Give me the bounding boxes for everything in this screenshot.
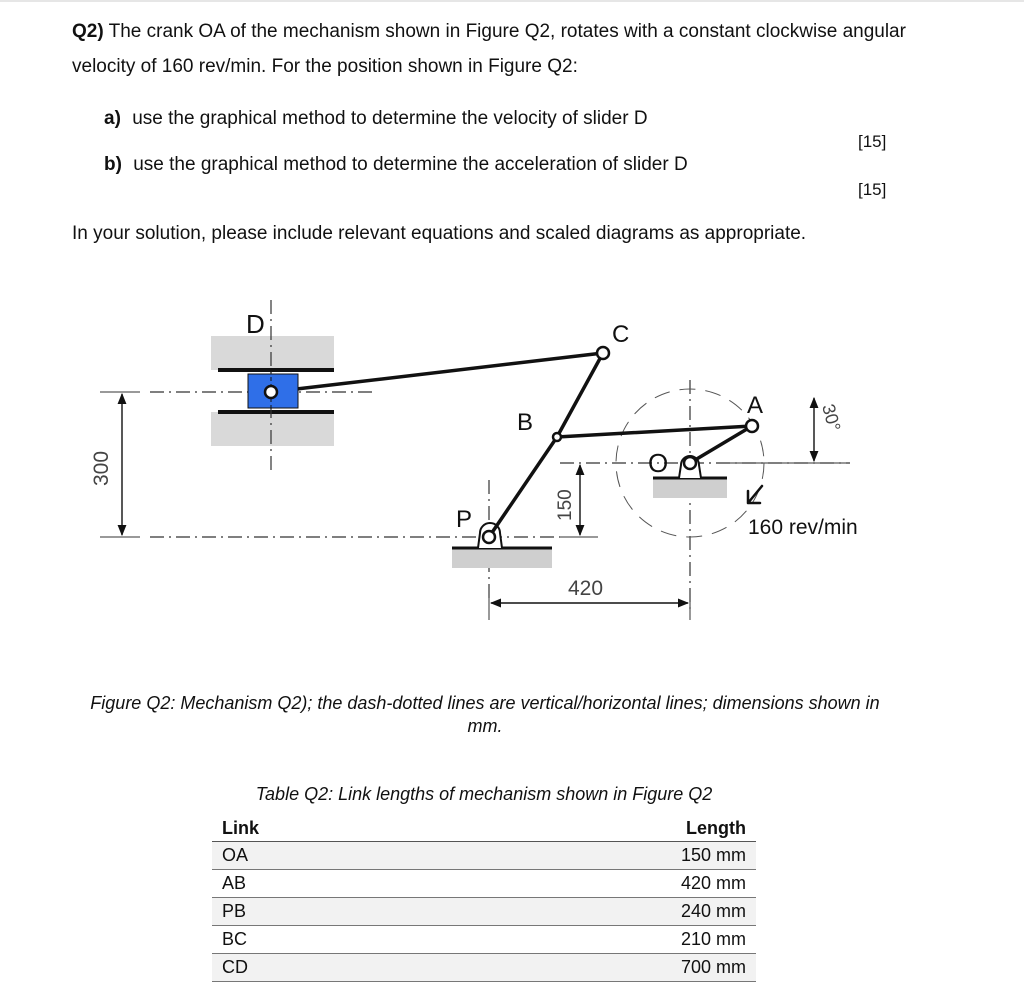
mechanism-figure	[0, 280, 1024, 640]
table-caption: Table Q2: Link lengths of mechanism shown in Figure Q2	[255, 784, 713, 804]
header-length: Length	[430, 816, 756, 842]
table-row	[212, 842, 756, 870]
part-b-letter: b)	[104, 154, 122, 175]
label-p: P	[456, 506, 473, 533]
table-row	[212, 954, 756, 982]
dimension-150: 150	[555, 489, 576, 521]
speed-label: 160 rev/min	[748, 516, 858, 539]
joints	[265, 347, 758, 543]
link-oa	[690, 426, 752, 463]
cell-link: CD	[212, 954, 430, 982]
part-b-marks: [15]	[858, 180, 887, 199]
joint-a	[746, 420, 758, 432]
joint-d	[265, 386, 277, 398]
cell-length: 150 mm	[430, 842, 756, 870]
joint-b	[553, 433, 561, 441]
cell-link: PB	[212, 898, 430, 926]
cell-length: 210 mm	[430, 926, 756, 954]
joint-o	[684, 457, 696, 469]
lower-guide	[211, 412, 334, 446]
cell-link: AB	[212, 870, 430, 898]
part-a-text: use the graphical method to determine the velocity of slider D	[132, 108, 648, 129]
link-lengths-table	[212, 816, 756, 982]
question-number: Q2)	[72, 21, 104, 42]
part-a-letter: a)	[104, 108, 121, 129]
label-b: B	[517, 409, 534, 436]
cell-link: BC	[212, 926, 430, 954]
cell-length: 240 mm	[430, 898, 756, 926]
joint-p	[483, 531, 495, 543]
top-divider	[0, 0, 1024, 2]
link-ab	[557, 426, 752, 437]
part-a	[104, 108, 648, 130]
figure-caption: Figure Q2: Mechanism Q2); the dash-dotted lines are vertical/horizontal lines; dimensions shown in mm.	[90, 693, 880, 736]
link-bc	[557, 353, 603, 437]
dimension-300: 300	[90, 450, 113, 486]
link-pb	[489, 437, 557, 537]
table-row	[212, 898, 756, 926]
part-a-marks: [15]	[858, 132, 887, 151]
table-row	[212, 870, 756, 898]
header-link: Link	[212, 816, 430, 842]
joint-c	[597, 347, 609, 359]
ground-o	[653, 478, 727, 498]
upper-guide	[211, 336, 334, 370]
label-d: D	[246, 309, 265, 339]
question-text: The crank OA of the mechanism shown in Figure Q2, rotates with a constant clockwise angular velocity of 160 rev/min. For the position shown in Figure Q2:	[72, 21, 906, 77]
cell-length: 700 mm	[430, 954, 756, 982]
ground-p	[452, 548, 552, 568]
part-b	[104, 154, 688, 176]
dimension-420: 420	[568, 577, 604, 600]
label-a: A	[747, 392, 764, 419]
part-b-text: use the graphical method to determine the acceleration of slider D	[133, 154, 688, 175]
table-row	[212, 926, 756, 954]
rotation-arrow-icon	[748, 486, 762, 503]
cell-length: 420 mm	[430, 870, 756, 898]
links	[271, 353, 752, 537]
label-c: C	[612, 321, 630, 348]
label-o: O	[648, 448, 669, 478]
dimension-angle: 30°	[818, 401, 845, 434]
cell-link: OA	[212, 842, 430, 870]
table-header-row	[212, 816, 756, 842]
instruction-text: In your solution, please include relevant equations and scaled diagrams as appropriate.	[72, 223, 807, 244]
question-stem	[72, 14, 972, 84]
